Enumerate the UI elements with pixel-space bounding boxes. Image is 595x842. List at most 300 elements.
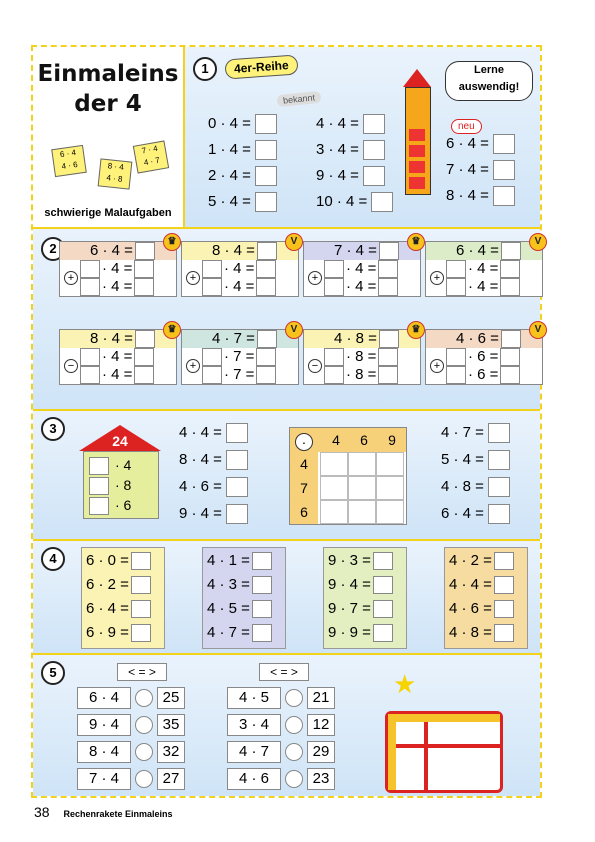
card-row (446, 278, 520, 296)
task-group (81, 547, 165, 649)
answer-box[interactable] (226, 423, 248, 443)
card-row-text: · 4 = (224, 260, 255, 277)
factor-box[interactable] (324, 366, 344, 384)
card-row-text: · 6 = (468, 348, 499, 365)
speech-bubble (445, 61, 533, 101)
answer-box[interactable] (134, 348, 154, 366)
equation (316, 140, 385, 160)
mini-card-1 (51, 145, 87, 177)
equation-text: 5 · 4 = (441, 450, 484, 468)
mini-card-2 (98, 158, 133, 189)
group-row (449, 600, 514, 618)
compare-left-term: 4 · 7 (227, 741, 281, 763)
house-row-text: · 4 (115, 457, 132, 473)
card-header-row (456, 242, 521, 260)
equation (208, 140, 277, 160)
factor-box[interactable] (446, 366, 466, 384)
section-number: 1 (193, 57, 217, 81)
equation-text: 1 · 4 = (208, 140, 251, 158)
answer-box[interactable] (256, 278, 276, 296)
answer-box[interactable] (379, 330, 399, 348)
answer-box[interactable] (488, 504, 510, 524)
answer-box[interactable] (494, 600, 514, 618)
group-row (328, 576, 393, 594)
equation-text: 6 · 4 = (441, 504, 484, 522)
group-row (207, 624, 272, 642)
table-header-cell: 6 (360, 432, 368, 448)
compare-right-term: 23 (307, 768, 335, 790)
factor-box[interactable] (202, 278, 222, 296)
compare-circle[interactable] (135, 743, 153, 761)
table-row-header: 4 (300, 456, 308, 472)
table-cell[interactable] (376, 452, 404, 476)
group-row-text: 9 · 3 = (328, 552, 371, 569)
answer-box[interactable] (378, 278, 398, 296)
answer-box[interactable] (134, 260, 154, 278)
factor-box[interactable] (324, 278, 344, 296)
equation-text: 6 · 4 = (446, 134, 489, 152)
group-row-text: 4 · 3 = (207, 576, 250, 593)
answer-box[interactable] (131, 624, 151, 642)
crown-star-icon: ♛ (163, 233, 181, 251)
title-box (33, 47, 185, 229)
plus-icon: + (64, 271, 78, 285)
equation (316, 192, 393, 212)
section-4 (33, 541, 540, 655)
group-row-text: 6 · 0 = (86, 552, 129, 569)
series-label: 4er-Reihe (224, 54, 298, 79)
answer-box[interactable] (371, 192, 393, 212)
task-group (323, 547, 407, 649)
card-row (202, 260, 276, 278)
card-row (80, 278, 154, 296)
task-group (202, 547, 286, 649)
group-row-text: 4 · 7 = (207, 624, 250, 641)
v-star-icon: V (529, 233, 547, 251)
card-header-row (334, 330, 399, 348)
answer-box[interactable] (226, 477, 248, 497)
mini-card-text: 4 · 7 (143, 155, 161, 168)
decomposition-card (59, 329, 177, 385)
answer-box[interactable] (493, 134, 515, 154)
factor-box[interactable] (446, 348, 466, 366)
card-task: 4 · 7 = (212, 330, 255, 347)
table-header-cell: 4 (332, 432, 340, 448)
card-task: 8 · 4 = (212, 242, 255, 259)
equation (208, 192, 277, 212)
compare-right-term: 21 (307, 687, 335, 709)
neu-label: neu (451, 119, 482, 134)
decomposition-card (425, 329, 543, 385)
factor-box[interactable] (446, 278, 466, 296)
section-number: 4 (41, 547, 65, 571)
compare-right-term: 12 (307, 714, 335, 736)
compare-right-term: 27 (157, 768, 185, 790)
answer-box[interactable] (252, 552, 272, 570)
decomposition-card (425, 241, 543, 297)
group-row-text: 9 · 4 = (328, 576, 371, 593)
answer-box[interactable] (257, 330, 277, 348)
equation (441, 423, 510, 443)
card-row (446, 348, 520, 366)
answer-box[interactable] (252, 600, 272, 618)
answer-box[interactable] (256, 348, 276, 366)
group-row-text: 9 · 9 = (328, 624, 371, 641)
compare-circle[interactable] (285, 689, 303, 707)
equation (179, 423, 248, 443)
factor-box[interactable] (89, 457, 109, 475)
card-row-text: · 4 = (346, 260, 377, 277)
card-task: 6 · 4 = (456, 242, 499, 259)
page-title-line2: der 4 (74, 91, 142, 117)
compare-left-term: 8 · 4 (77, 741, 131, 763)
decomposition-card (303, 329, 421, 385)
answer-box[interactable] (131, 576, 151, 594)
mini-card-text: 4 · 8 (106, 173, 123, 184)
compare-circle[interactable] (135, 716, 153, 734)
card-row (446, 260, 520, 278)
factor-box[interactable] (80, 366, 100, 384)
equation-text: 4 · 4 = (316, 114, 359, 132)
compare-circle[interactable] (285, 770, 303, 788)
compare-left-term: 9 · 4 (77, 714, 131, 736)
answer-box[interactable] (488, 450, 510, 470)
table-cell[interactable] (320, 452, 348, 476)
group-row (328, 624, 393, 642)
card-row-text: · 4 = (346, 278, 377, 295)
equation-text: 3 · 4 = (316, 140, 359, 158)
answer-box[interactable] (135, 242, 155, 260)
compare-sign-right: < = > (259, 663, 309, 681)
factor-box[interactable] (324, 260, 344, 278)
table-cell[interactable] (320, 500, 348, 524)
answer-box[interactable] (501, 330, 521, 348)
answer-box[interactable] (256, 366, 276, 384)
equation (441, 450, 510, 470)
equation (446, 134, 515, 154)
task-group (444, 547, 528, 649)
card-row-text: · 8 = (346, 366, 377, 383)
answer-box[interactable] (373, 552, 393, 570)
section-number: 2 (41, 237, 65, 261)
answer-box[interactable] (226, 450, 248, 470)
equation-text: 4 · 6 = (179, 477, 222, 495)
group-row (86, 552, 151, 570)
mini-card-text: 8 · 4 (107, 161, 125, 172)
house-row (89, 477, 131, 495)
factor-box[interactable] (202, 366, 222, 384)
crown-star-icon: ♛ (407, 233, 425, 251)
table-cell[interactable] (348, 476, 376, 500)
group-row (207, 576, 272, 594)
house-row (89, 497, 131, 515)
equation (179, 504, 248, 524)
plus-icon: + (186, 271, 200, 285)
equation (208, 114, 277, 134)
compare-right-term: 29 (307, 741, 335, 763)
answer-box[interactable] (378, 260, 398, 278)
title-subtitle: schwierige Malaufgaben (44, 207, 172, 219)
answer-box[interactable] (255, 114, 277, 134)
equation (446, 160, 515, 180)
minus-icon: − (64, 359, 78, 373)
equation-text: 8 · 4 = (179, 450, 222, 468)
answer-box[interactable] (255, 192, 277, 212)
card-row (324, 366, 398, 384)
crown-star-icon: ♛ (407, 321, 425, 339)
equation-text: 4 · 8 = (441, 477, 484, 495)
answer-box[interactable] (500, 278, 520, 296)
answer-box[interactable] (373, 600, 393, 618)
mult-table (289, 427, 407, 525)
compare-circle[interactable] (285, 716, 303, 734)
equation-text: 2 · 4 = (208, 166, 251, 184)
card-task: 4 · 8 = (334, 330, 377, 347)
equation-text: 8 · 4 = (446, 186, 489, 204)
factor-box[interactable] (89, 477, 109, 495)
answer-box[interactable] (257, 242, 277, 260)
card-row (202, 348, 276, 366)
mini-card-text: 7 · 4 (141, 143, 159, 156)
v-star-icon: V (285, 233, 303, 251)
footer (34, 804, 173, 820)
crown-star-icon: ♛ (163, 321, 181, 339)
answer-box[interactable] (379, 242, 399, 260)
plus-icon: + (308, 271, 322, 285)
decomposition-card (181, 241, 299, 297)
grid-illustration (385, 711, 503, 793)
compare-right-term: 32 (157, 741, 185, 763)
compare-left-term: 4 · 6 (227, 768, 281, 790)
table-header-cell: 9 (388, 432, 396, 448)
equation (316, 114, 385, 134)
answer-box[interactable] (378, 366, 398, 384)
answer-box[interactable] (255, 140, 277, 160)
card-row-text: · 4 = (468, 260, 499, 277)
group-row (328, 600, 393, 618)
answer-box[interactable] (255, 166, 277, 186)
plus-icon: + (430, 359, 444, 373)
equation-text: 4 · 7 = (441, 423, 484, 441)
card-row-text: · 4 = (102, 348, 133, 365)
card-task: 4 · 6 = (456, 330, 499, 347)
compare-left-term: 4 · 5 (227, 687, 281, 709)
group-row (207, 600, 272, 618)
equation-text: 10 · 4 = (316, 192, 368, 210)
decomposition-card (303, 241, 421, 297)
group-row-text: 6 · 4 = (86, 600, 129, 617)
card-row (80, 348, 154, 366)
compare-circle[interactable] (285, 743, 303, 761)
answer-box[interactable] (134, 366, 154, 384)
card-header-row (212, 330, 277, 348)
card-row-text: · 4 = (102, 278, 133, 295)
star-icon: ★ (393, 669, 417, 699)
answer-box[interactable] (363, 140, 385, 160)
answer-box[interactable] (134, 278, 154, 296)
answer-box[interactable] (493, 160, 515, 180)
group-row-text: 4 · 4 = (449, 576, 492, 593)
compare-sign-left: < = > (117, 663, 167, 681)
card-row-text: · 7 = (224, 366, 255, 383)
section-2 (33, 229, 540, 411)
factor-box[interactable] (80, 348, 100, 366)
minus-icon: − (308, 359, 322, 373)
answer-box[interactable] (135, 330, 155, 348)
card-task: 7 · 4 = (334, 242, 377, 259)
answer-box[interactable] (488, 477, 510, 497)
answer-box[interactable] (500, 366, 520, 384)
group-row-text: 4 · 6 = (449, 600, 492, 617)
table-cell[interactable] (376, 476, 404, 500)
card-row (202, 278, 276, 296)
answer-box[interactable] (256, 260, 276, 278)
mini-card-3 (133, 140, 169, 173)
compare-circle[interactable] (135, 770, 153, 788)
group-row (449, 624, 514, 642)
equation (441, 477, 510, 497)
card-row (324, 278, 398, 296)
plus-icon: + (186, 359, 200, 373)
footer-text: Rechenrakete Einmaleins (63, 809, 173, 819)
group-row-text: 9 · 7 = (328, 600, 371, 617)
card-header-row (90, 330, 155, 348)
equation-text: 4 · 4 = (179, 423, 222, 441)
group-row (449, 552, 514, 570)
decomposition-card (59, 241, 177, 297)
table-cell[interactable] (348, 452, 376, 476)
page-title-line1: Einmaleins (37, 61, 179, 87)
card-task: 6 · 4 = (90, 242, 133, 259)
equation (179, 477, 248, 497)
card-row-text: · 4 = (224, 278, 255, 295)
card-row (446, 366, 520, 384)
equation (446, 186, 515, 206)
section-number: 3 (41, 417, 65, 441)
group-row (207, 552, 272, 570)
group-row (86, 624, 151, 642)
group-row-text: 4 · 2 = (449, 552, 492, 569)
card-header-row (90, 242, 155, 260)
card-header-row (212, 242, 277, 260)
answer-box[interactable] (488, 423, 510, 443)
card-row-text: · 8 = (346, 348, 377, 365)
answer-box[interactable] (494, 552, 514, 570)
factor-box[interactable] (324, 348, 344, 366)
card-task: 8 · 4 = (90, 330, 133, 347)
card-row (202, 366, 276, 384)
house-row (89, 457, 131, 475)
plus-icon: + (430, 271, 444, 285)
table-row-header: 6 (300, 504, 308, 520)
card-row-text: · 4 = (102, 260, 133, 277)
house-row-text: · 8 (115, 477, 132, 493)
answer-box[interactable] (494, 576, 514, 594)
v-star-icon: V (529, 321, 547, 339)
answer-box[interactable] (373, 576, 393, 594)
section-5 (33, 655, 540, 796)
factor-box[interactable] (89, 497, 109, 515)
equation (316, 166, 385, 186)
answer-box[interactable] (493, 186, 515, 206)
mult-dot: · (295, 433, 313, 451)
answer-box[interactable] (252, 624, 272, 642)
answer-box[interactable] (131, 552, 151, 570)
answer-box[interactable] (378, 348, 398, 366)
card-row (324, 348, 398, 366)
card-header-row (456, 330, 521, 348)
compare-left-term: 7 · 4 (77, 768, 131, 790)
card-row (80, 260, 154, 278)
factor-box[interactable] (202, 260, 222, 278)
card-row (80, 366, 154, 384)
answer-box[interactable] (500, 348, 520, 366)
answer-box[interactable] (494, 624, 514, 642)
compare-right-term: 25 (157, 687, 185, 709)
group-row-text: 4 · 1 = (207, 552, 250, 569)
answer-box[interactable] (131, 600, 151, 618)
factor-box[interactable] (80, 278, 100, 296)
factor-box[interactable] (80, 260, 100, 278)
factor-box[interactable] (202, 348, 222, 366)
answer-box[interactable] (363, 114, 385, 134)
compare-circle[interactable] (135, 689, 153, 707)
equation-text: 9 · 4 = (316, 166, 359, 184)
card-row-text: · 4 = (468, 278, 499, 295)
house-row-text: · 6 (115, 497, 132, 513)
answer-box[interactable] (252, 576, 272, 594)
card-row-text: · 6 = (468, 366, 499, 383)
section-3 (33, 411, 540, 541)
table-cell[interactable] (320, 476, 348, 500)
card-row-text: · 4 = (102, 366, 133, 383)
section-number: 5 (41, 661, 65, 685)
factor-box[interactable] (446, 260, 466, 278)
group-row (86, 576, 151, 594)
answer-box[interactable] (226, 504, 248, 524)
answer-box[interactable] (373, 624, 393, 642)
equation-text: 0 · 4 = (208, 114, 251, 132)
answer-box[interactable] (500, 260, 520, 278)
mini-card-text: 4 · 6 (61, 159, 79, 172)
answer-box[interactable] (501, 242, 521, 260)
compare-left-term: 3 · 4 (227, 714, 281, 736)
equation (441, 504, 510, 524)
group-row-text: 4 · 5 = (207, 600, 250, 617)
group-row (86, 600, 151, 618)
card-row (324, 260, 398, 278)
table-cell[interactable] (376, 500, 404, 524)
compare-right-term: 35 (157, 714, 185, 736)
decomposition-card (181, 329, 299, 385)
equation-text: 5 · 4 = (208, 192, 251, 210)
table-row-header: 7 (300, 480, 308, 496)
table-cell[interactable] (348, 500, 376, 524)
equation (208, 166, 277, 186)
speech-bubble-text: Lerne auswendig! (458, 64, 520, 93)
group-row-text: 6 · 2 = (86, 576, 129, 593)
answer-box[interactable] (363, 166, 385, 186)
page-number: 38 (34, 804, 50, 820)
group-row (449, 576, 514, 594)
equation (179, 450, 248, 470)
group-row-text: 4 · 8 = (449, 624, 492, 641)
card-row-text: · 7 = (224, 348, 255, 365)
house-roof-number: 24 (112, 433, 128, 449)
equation-text: 7 · 4 = (446, 160, 489, 178)
group-row-text: 6 · 9 = (86, 624, 129, 641)
card-header-row (334, 242, 399, 260)
